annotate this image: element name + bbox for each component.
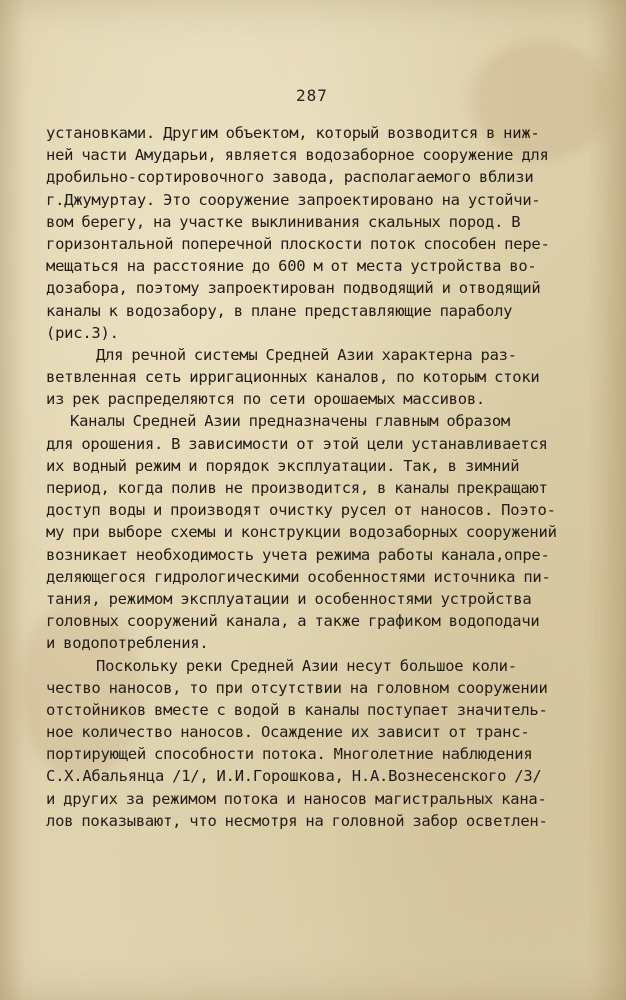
- text-line: (рис.3).: [46, 323, 119, 342]
- text-line: портирующей способности потока. Многолетние наблюдения: [46, 745, 533, 764]
- text-line: му при выборе схемы и конструкции водозаборных сооружений: [46, 523, 557, 542]
- page-number: 287: [296, 86, 328, 105]
- text-line: каналы к водозабору, в плане представляющие параболу: [46, 301, 513, 320]
- paragraph-start-line: Для речной системы Средней Азии характерна раз-: [96, 345, 517, 364]
- paragraph-start-line: Поскольку реки Средней Азии несут большое коли-: [96, 656, 517, 675]
- paragraph-start-line: Каналы Средней Азии предназначены главным образом: [70, 412, 511, 431]
- text-line: для орошения. В зависимости от этой цели устанавливается: [46, 434, 548, 453]
- text-line: деляющегося гидрологическими особенностями источника пи-: [46, 567, 551, 586]
- text-line: дозабора, поэтому запроектирован подводящий и отводящий: [46, 279, 541, 298]
- text-line: установками. Другим объектом, который возводится в ниж-: [46, 124, 540, 142]
- text-line: доступ воды и производят очистку русел от наносов. Поэто-: [46, 501, 556, 520]
- text-line: и водопотребления.: [46, 634, 209, 653]
- text-line: лов показывают, что несмотря на головной забор осветлен-: [46, 811, 548, 830]
- text-line: чество наносов, то при отсутствии на головном сооружении: [46, 678, 548, 697]
- text-line: вом берегу, на участке выклинивания скальных пород. В: [46, 212, 521, 231]
- text-line: ней части Амударьи, является водозаборное сооружение для: [46, 146, 549, 165]
- text-line: и других за режимом потока и наносов магистральных кана-: [46, 789, 547, 808]
- text-line: их водный режим и порядок эксплуатации. Так, в зимний: [46, 456, 520, 475]
- text-line: головных сооружений канала, а также графиком водоподачи: [46, 612, 540, 631]
- text-line: возникает необходимость учета режима работы канала,опре-: [46, 545, 550, 564]
- text-line: из рек распределяются по сети орошаемых массивов.: [46, 390, 486, 409]
- text-line: период, когда полив не производится, в каналы прекращают: [46, 479, 548, 497]
- text-line: тания, режимом эксплуатации и особенностями устройства: [46, 589, 532, 608]
- text-line: мещаться на расстояние до 600 м от места устройства во-: [46, 257, 537, 276]
- text-line: С.Х.Абальянца /1/, И.И.Горошкова, Н.А.Вознесенского /3/: [46, 767, 542, 786]
- text-line: горизонтальной поперечной плоскости поток способен пере-: [46, 234, 550, 253]
- body-text: [46, 122, 606, 832]
- text-line: ветвленная сеть ирригационных каналов, по которым стоки: [46, 368, 540, 387]
- text-line: дробильно-сортировочного завода, располагаемого вблизи: [46, 168, 534, 187]
- text-line: г.Джумуртау. Это сооружение запроектировано на устойчи-: [46, 190, 541, 209]
- text-line: ное количество наносов. Осаждение их зависит от транс-: [46, 723, 530, 742]
- text-line: отстойников вместе с водой в каналы поступает значитель-: [46, 700, 548, 719]
